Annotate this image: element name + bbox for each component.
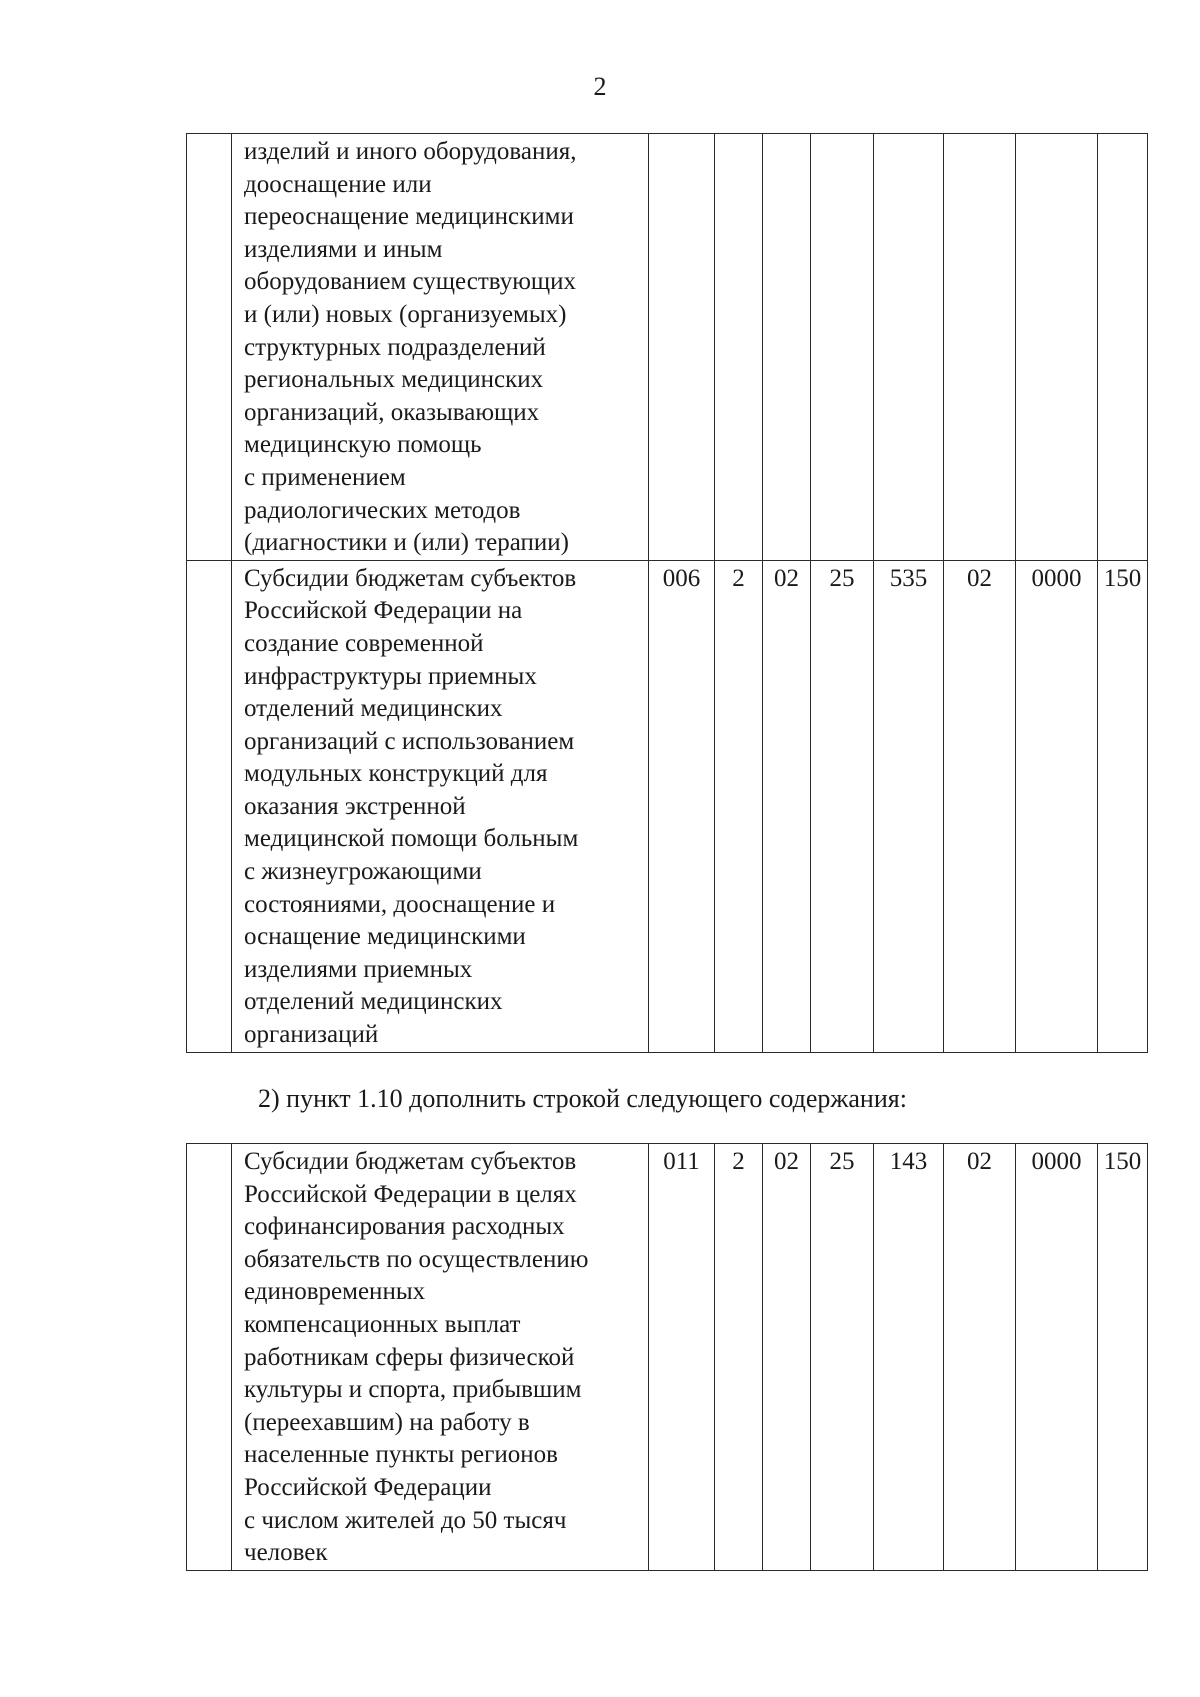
code-cell [811, 134, 874, 561]
name-line: модульных конструкций для [244, 760, 548, 788]
code-cell: 25 [811, 1144, 874, 1571]
code-cell [1098, 134, 1148, 561]
code-cell: 02 [944, 1144, 1016, 1571]
budget-table-2 [186, 1143, 1148, 1571]
name-line: Субсидии бюджетам субъектов [244, 564, 577, 592]
code-cell [944, 134, 1016, 561]
code-cell: 535 [874, 560, 944, 1052]
row-number-cell [187, 1144, 232, 1571]
code-cell [1016, 134, 1098, 561]
table-row [187, 1144, 1148, 1571]
name-line: Российской Федерации в целях [244, 1180, 577, 1208]
table-row [187, 134, 1148, 561]
code-cell [874, 134, 944, 561]
name-line: структурных подразделений [244, 333, 546, 361]
name-line: человек [244, 1539, 328, 1567]
name-line: Субсидии бюджетам субъектов [244, 1148, 577, 1175]
name-line: создание современной [244, 629, 484, 657]
name-line: организаций [244, 1021, 379, 1049]
name-line: Российской Федерации на [244, 597, 523, 625]
name-line: изделий и иного оборудования, [244, 138, 577, 165]
code-cell: 02 [944, 560, 1016, 1052]
code-cell: 2 [715, 1144, 763, 1571]
name-line: (диагностики и (или) терапии) [244, 529, 569, 557]
code-cell: 2 [715, 560, 763, 1052]
name-line: софинансирования расходных [244, 1213, 565, 1241]
name-line: организаций, оказывающих [244, 398, 540, 426]
amendment-paragraph: 2) пункт 1.10 дополнить строкой следующего содержания: [258, 1084, 907, 1113]
name-line: оборудованием существующих [244, 268, 577, 296]
name-line: единовременных [244, 1278, 426, 1306]
item-name-cell [232, 1144, 649, 1571]
name-line: изделиями приемных [244, 955, 473, 983]
code-cell: 02 [763, 560, 811, 1052]
code-cell: 006 [649, 560, 715, 1052]
table-row [187, 560, 1148, 1052]
code-cell [715, 134, 763, 561]
code-cell: 143 [874, 1144, 944, 1571]
name-line: (переехавшим) на работу в [244, 1408, 530, 1436]
budget-table-1 [186, 133, 1148, 1053]
name-line: изделиями и иным [244, 235, 443, 263]
code-cell: 25 [811, 560, 874, 1052]
row-number-cell [187, 134, 232, 561]
code-cell: 02 [763, 1144, 811, 1571]
name-line: медицинскую помощь [244, 431, 482, 459]
name-line: отделений медицинских [244, 988, 503, 1016]
name-line: культуры и спорта, прибывшим [244, 1376, 582, 1404]
code-cell [763, 134, 811, 561]
name-line: отделений медицинских [244, 695, 503, 723]
name-line: обязательств по осуществлению [244, 1245, 589, 1273]
code-cell: 150 [1098, 560, 1148, 1052]
name-line: организаций с использованием [244, 727, 575, 755]
code-cell: 0000 [1016, 560, 1098, 1052]
row-number-cell [187, 560, 232, 1052]
name-line: радиологических методов [244, 496, 521, 524]
item-name-cell [232, 560, 649, 1052]
code-cell: 150 [1098, 1144, 1148, 1571]
name-line: и (или) новых (организуемых) [244, 300, 567, 328]
name-line: работникам сферы физической [244, 1343, 575, 1371]
name-line: инфраструктуры приемных [244, 662, 537, 690]
name-line: дооснащение или [244, 170, 432, 198]
name-line: медицинской помощи больным [244, 825, 579, 853]
name-line: компенсационных выплат [244, 1310, 521, 1338]
name-line: состояниями, дооснащение и [244, 890, 556, 918]
name-line: с применением [244, 463, 406, 491]
page-number: 2 [593, 72, 607, 101]
name-line: Российской Федерации [244, 1473, 492, 1501]
name-line: оснащение медицинскими [244, 923, 526, 951]
name-line: региональных медицинских [244, 366, 544, 394]
code-cell: 011 [649, 1144, 715, 1571]
name-line: оказания экстренной [244, 792, 466, 820]
name-line: населенные пункты регионов [244, 1441, 558, 1469]
name-line: с числом жителей до 50 тысяч [244, 1506, 567, 1534]
item-name-cell [232, 134, 649, 561]
code-cell: 0000 [1016, 1144, 1098, 1571]
code-cell [649, 134, 715, 561]
name-line: переоснащение медицинскими [244, 203, 574, 231]
name-line: с жизнеугрожающими [244, 858, 482, 886]
